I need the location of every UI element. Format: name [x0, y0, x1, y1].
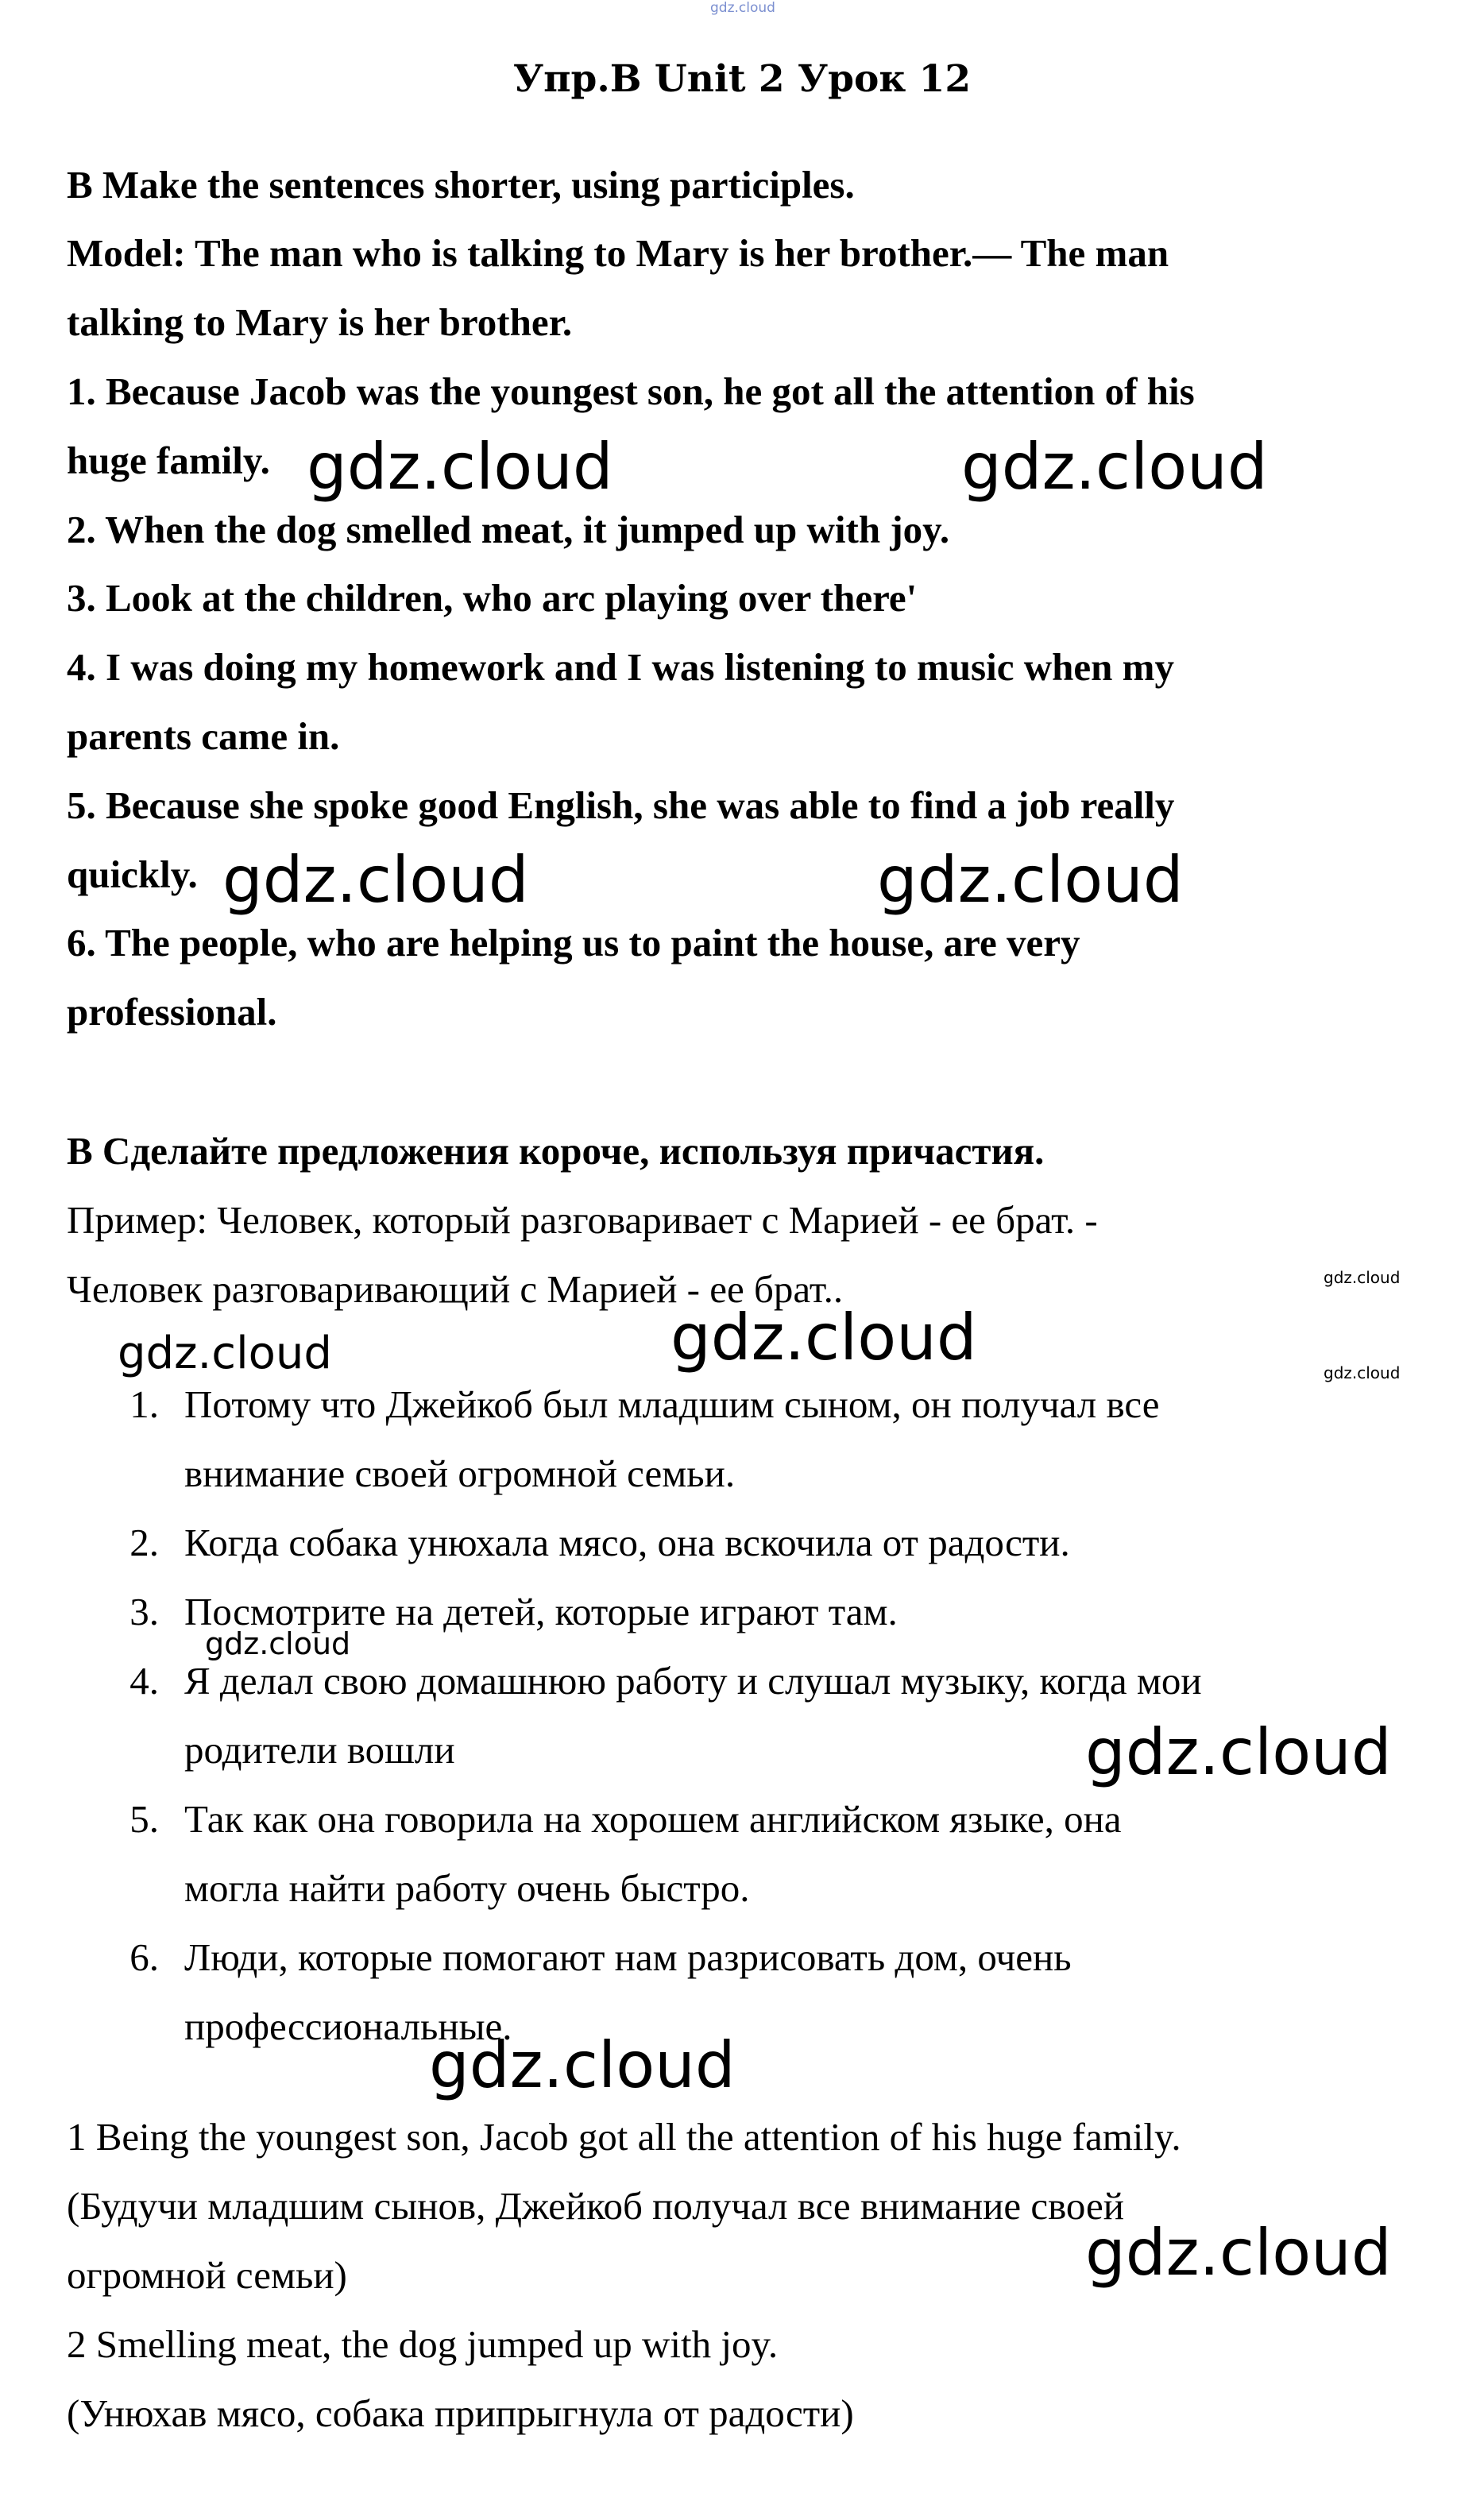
- watermark: gdz.cloud: [307, 430, 613, 504]
- sentence-5-line-1: 5. Because she spoke good English, she was able to find a job really: [67, 783, 1175, 827]
- list-item-4-line-1: Я делал свою домашнюю работу и слушал музыку, когда мои: [184, 1659, 1202, 1703]
- sentence-6-line-1: 6. The people, who are helping us to paint the house, are very: [67, 921, 1080, 965]
- list-item-1-line-2: внимание своей огромной семьи.: [184, 1452, 736, 1495]
- watermark: gdz.cloud: [877, 843, 1184, 917]
- watermark: gdz.cloud: [1324, 1363, 1401, 1382]
- watermark: gdz.cloud: [1085, 1715, 1392, 1789]
- sentence-6-line-2: professional.: [67, 990, 277, 1034]
- list-item-5-line-1: Так как она говорила на хорошем английском языке, она: [184, 1797, 1122, 1841]
- answer-2-translation: (Унюхав мясо, собака припрыгнула от радости): [67, 2391, 854, 2435]
- watermark: gdz.cloud: [222, 843, 529, 917]
- answer-1: 1 Being the youngest son, Jacob got all the attention of his huge family.: [67, 2115, 1181, 2159]
- watermark: gdz.cloud: [671, 1301, 977, 1374]
- sentence-4-line-1: 4. I was doing my homework and I was listening to music when my: [67, 645, 1174, 689]
- example-line-2: Человек разговаривающий с Марией - ее брат..: [67, 1267, 844, 1311]
- answer-1-translation-line-2: огромной семьи): [67, 2253, 347, 2297]
- list-item-1-line-1: Потому что Джейкоб был младшим сыном, он получал все: [184, 1382, 1160, 1426]
- sentence-2: 2. When the dog smelled meat, it jumped up with joy.: [67, 508, 950, 551]
- sentence-1-line-2: huge family.: [67, 439, 270, 482]
- answer-2: 2 Smelling meat, the dog jumped up with joy.: [67, 2322, 779, 2366]
- watermark: gdz.cloud: [710, 0, 775, 16]
- answer-1-translation-line-1: (Будучи младшим сынов, Джейкоб получал все внимание своей: [67, 2184, 1124, 2228]
- watermark: gdz.cloud: [429, 2028, 736, 2102]
- list-number: 4.: [129, 1659, 159, 1703]
- list-number: 1.: [129, 1382, 159, 1426]
- list-item-6-line-2: профессиональные.: [184, 2004, 512, 2048]
- list-number: 6.: [129, 1935, 159, 1979]
- list-item-4-line-2: родители вошли: [184, 1728, 455, 1772]
- watermark: gdz.cloud: [1324, 1268, 1401, 1287]
- list-item-5-line-2: могла найти работу очень быстро.: [184, 1866, 750, 1910]
- model-line-1: Model: The man who is talking to Mary is her brother.— The man: [67, 231, 1169, 275]
- model-line-2: talking to Mary is her brother.: [67, 300, 573, 344]
- sentence-3: 3. Look at the children, who arc playing over there': [67, 576, 918, 620]
- list-item-2-line-1: Когда собака унюхала мясо, она вскочила от радости.: [184, 1521, 1070, 1564]
- russian-instruction: В Сделайте предложения короче, используя причастия.: [67, 1129, 1045, 1173]
- example-line-1: Пример: Человек, который разговаривает с Марией - ее брат. -: [67, 1198, 1098, 1242]
- watermark: gdz.cloud: [1085, 2216, 1392, 2290]
- list-item-3-line-1: Посмотрите на детей, которые играют там.: [184, 1590, 898, 1633]
- page-title: Упр.B Unit 2 Урок 12: [512, 57, 972, 101]
- sentence-1-line-1: 1. Because Jacob was the youngest son, he got all the attention of his: [67, 369, 1195, 413]
- watermark: gdz.cloud: [205, 1626, 351, 1661]
- sentence-5-line-2: quickly.: [67, 852, 198, 896]
- english-instruction: B Make the sentences shorter, using participles.: [67, 163, 855, 207]
- watermark: gdz.cloud: [961, 430, 1268, 504]
- list-number: 2.: [129, 1521, 159, 1564]
- list-number: 5.: [129, 1797, 159, 1841]
- watermark: gdz.cloud: [118, 1328, 332, 1379]
- list-item-6-line-1: Люди, которые помогают нам разрисовать дом, очень: [184, 1935, 1072, 1979]
- sentence-4-line-2: parents came in.: [67, 714, 340, 758]
- list-number: 3.: [129, 1590, 159, 1633]
